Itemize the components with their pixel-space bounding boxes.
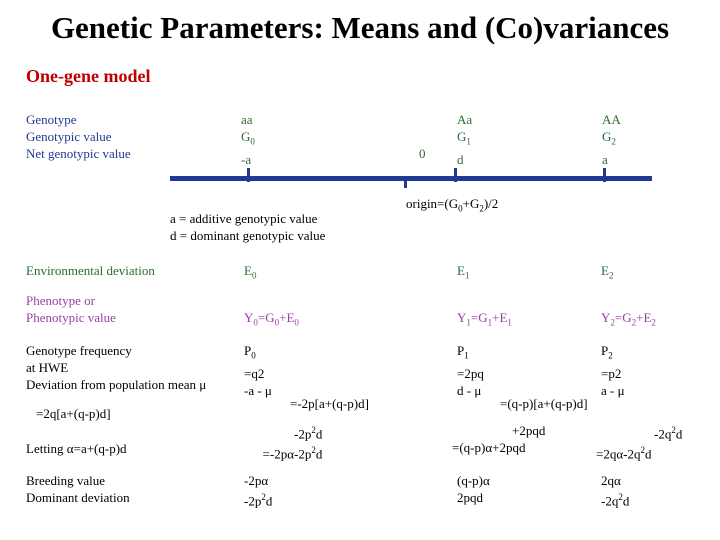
column-aa: [241, 111, 255, 168]
letting-aa: $-2p^2d$ $=-2p\alpha-2p^2d$: [262, 425, 323, 462]
genotypic-value-label: Genotypic value: [26, 129, 112, 144]
zero-label: 0: [419, 146, 426, 161]
phenotype-y1: $Y_1=G_1+E_1$: [457, 310, 512, 328]
genotype-aa: aa: [241, 112, 253, 127]
origin-label: $origin=(G_0+G_2)/2$: [406, 196, 499, 214]
value-g0: $G_0$: [241, 129, 255, 147]
dominant-deviation-label: Dominant deviation: [26, 490, 130, 505]
breeding-value-label: Breeding value: [26, 473, 106, 488]
frequency-label-1: Genotype frequency: [26, 343, 132, 358]
axis-tick-aa: [247, 168, 250, 182]
deviation-Aa: d - μ: [457, 382, 482, 398]
frequency-q2: =q2: [244, 365, 265, 381]
environment-label: Environmental deviation: [26, 263, 155, 278]
genotype-labels: [26, 111, 131, 162]
left-expression: =2q[a+(q-p)d]: [36, 406, 111, 421]
frequency-2pq: =2pq: [457, 365, 484, 381]
phenotype-y2: $Y_2=G_2+E_2$: [601, 310, 656, 328]
env-e0: $E_0$: [244, 263, 257, 281]
frequency-AA: $P_2$ =p2 a - μ: [601, 343, 625, 398]
mid-right-expression: =(q-p)[a+(q-p)d]: [500, 396, 588, 411]
axis-tick-AA: [603, 168, 606, 182]
letting-label: Letting α=a+(q-p)d: [26, 441, 127, 456]
phenotype-label-1: Phenotype or: [26, 293, 95, 308]
letting-Aa: +2pqd =(q-p)α+2pqd: [452, 423, 546, 455]
net-genotypic-value-label: Net genotypic value: [26, 146, 131, 161]
breeding-labels: [26, 472, 130, 506]
genotype-axis: [170, 176, 652, 181]
phenotype-labels: [26, 292, 116, 326]
breeding-Aa: (q-p)α 2pqd: [457, 473, 490, 505]
frequency-labels: [26, 342, 206, 393]
axis-tick-origin: [404, 178, 407, 188]
genotype-AA: AA: [602, 112, 621, 127]
axis-tick-Aa: [454, 168, 457, 182]
frequency-aa: $P_0$ =q2 -a - μ: [244, 343, 272, 398]
column-Aa: [457, 111, 472, 168]
phenotype-label-2: Phenotypic value: [26, 310, 116, 325]
frequency-label-2: at HWE: [26, 360, 69, 375]
letting-AA: $-2q^2d$ $=2q\alpha-2q^2d$: [596, 425, 683, 462]
value-g1: $G_1$: [457, 129, 471, 147]
dominant-definition: d = dominant genotypic value: [170, 228, 326, 243]
frequency-Aa: $P_1$ =2pq d - μ: [457, 343, 484, 398]
frequency-label-3: Deviation from population mean μ: [26, 377, 207, 392]
net-Aa: d: [457, 151, 464, 167]
breeding-aa: -2pα $-2p^2d$: [244, 473, 273, 509]
frequency-p2: =p2: [601, 365, 622, 381]
net-AA: a: [602, 151, 608, 167]
genotype-label: Genotype: [26, 112, 77, 127]
net-aa: -a: [241, 151, 252, 167]
deviation-AA: a - μ: [601, 382, 625, 398]
breeding-AA: 2qα $-2q^2d$: [601, 473, 630, 509]
genotype-Aa: Aa: [457, 112, 473, 127]
mid-left-expression: =-2p[a+(q-p)d]: [290, 396, 369, 411]
definitions: [170, 210, 325, 244]
page-title: Genetic Parameters: Means and (Co)variances: [50, 10, 670, 45]
column-AA: [602, 111, 621, 168]
phenotype-y0: $Y_0=G_0+E_0$: [244, 310, 299, 328]
additive-definition: a = additive genotypic value: [170, 211, 318, 226]
env-e2: $E_2$: [601, 263, 614, 281]
env-e1: $E_1$: [457, 263, 470, 281]
section-title: One-gene model: [26, 66, 151, 86]
deviation-aa: -a - μ: [244, 382, 272, 398]
value-g2: $G_2$: [602, 129, 616, 147]
